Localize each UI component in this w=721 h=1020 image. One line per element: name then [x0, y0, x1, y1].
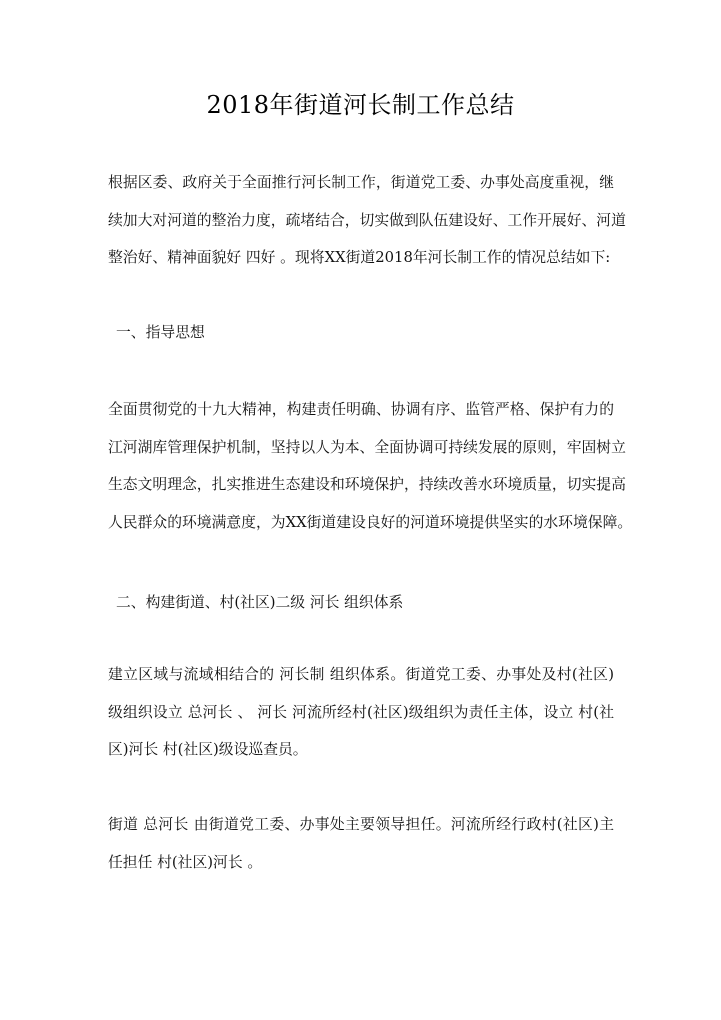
paragraph-line: 江河湖库管理保护机制，坚持以人为本、全面协调可持续发展的原则，牢固树立 [108, 438, 626, 456]
paragraph-line: 续加大对河道的整治力度，疏堵结合，切实做到队伍建设好、工作开展好、河道 [108, 211, 626, 229]
paragraph-line: 生态文明理念，扎实推进生态建设和环境保护，持续改善水环境质量，切实提高 [108, 476, 626, 493]
paragraph-line: 全面贯彻党的十九大精神，构建责任明确、协调有序、监管严格、保护有力的 [108, 401, 614, 418]
guiding-thought-paragraph [108, 391, 633, 541]
organization-paragraph [108, 656, 614, 769]
paragraph-line: 整治好、精神面貌好 四好 。现将XX街道2018年河长制工作的情况总结如下: [108, 249, 611, 266]
paragraph-line: 根据区委、政府关于全面推行河长制工作，街道党工委、办事处高度重视，继 [108, 174, 614, 191]
document-title: 2018年街道河长制工作总结 [206, 91, 515, 119]
intro-paragraph [108, 164, 626, 277]
paragraph-line: 任担任 村(社区)河长 。 [108, 853, 263, 871]
section-heading-guiding-thought: 一、指导思想 [116, 324, 205, 341]
paragraph-line: 区)河长 村(社区)级设巡查员。 [108, 741, 308, 758]
paragraph-line: 级组织设立 总河长 、 河长 河流所经村(社区)级组织为责任主体，设立 村(社 [108, 703, 614, 721]
paragraph-line: 人民群众的环境满意度，为XX街道建设良好的河道环境提供坚实的水环境保障。 [108, 513, 633, 531]
paragraph-line: 建立区域与流域相结合的 河长制 组织体系。街道党工委、办事处及村(社区) [108, 666, 614, 683]
paragraph-line: 街道 总河长 由街道党工委、办事处主要领导担任。河流所经行政村(社区)主 [108, 816, 614, 833]
chief-river-paragraph [108, 806, 614, 881]
section-heading-organization: 二、构建街道、村(社区)二级 河长 组织体系 [116, 594, 404, 611]
